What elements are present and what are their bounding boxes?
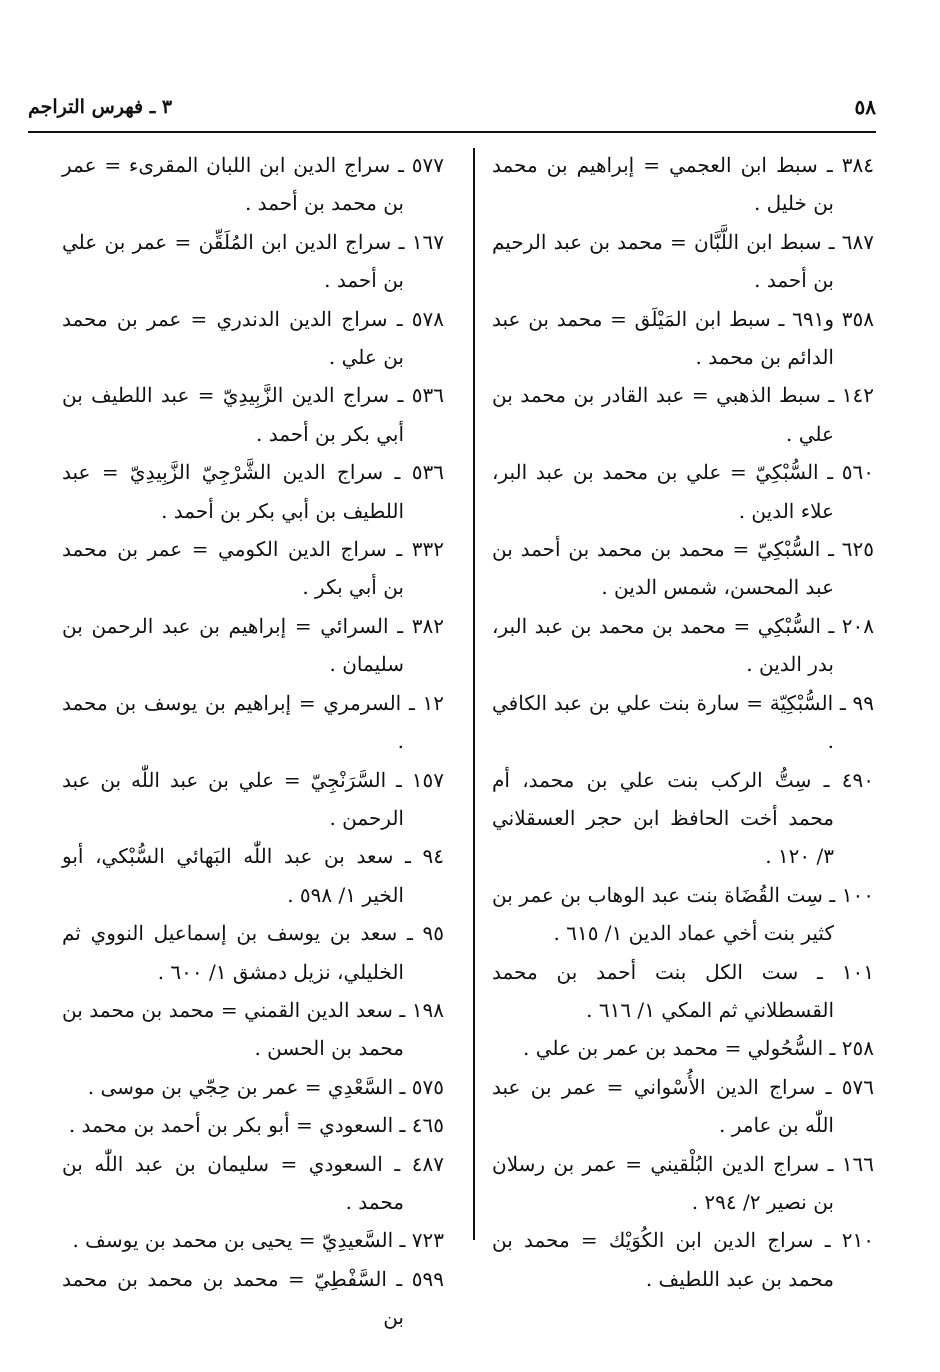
index-entry: ٤٩٠ ـ سِتُّ الركب بنت علي بن محمد، أم محمد أخت الحافظ ابن حجر العسقلاني ٣/ ١٢٠ . bbox=[492, 767, 874, 869]
index-entry: ١٠١ ـ ست الكل بنت أحمد بن محمد القسطلاني ثم المكي ١/ ٦١٦ . bbox=[492, 959, 874, 1022]
index-entry: ١٢ ـ السرمري = إبراهيم بن يوسف بن محمد . bbox=[62, 690, 444, 754]
index-entry: ٩٩ ـ السُّبْكِيّة = سارة بنت علي بن عبد الكافي . bbox=[492, 690, 874, 754]
index-entry: ١٦٦ ـ سراج الدين البُلْقيني = عمر بن رسلان بن نصير ٢/ ٢٩٤ . bbox=[492, 1151, 874, 1214]
page-number: ٥٨ bbox=[854, 95, 876, 119]
index-entry: ٥٦٠ ـ السُّبْكِيّ = علي بن محمد بن عبد البر، علاء الدين . bbox=[492, 460, 874, 523]
section-title: ٣ ـ فهرس التراجم bbox=[28, 96, 173, 118]
index-entry: ٣٥٨ و٦٩١ ـ سبط ابن المَيْلَق = محمد بن عبد الدائم بن محمد . bbox=[492, 306, 875, 370]
index-entry: ٤٦٥ ـ السعودي = أبو بكر بن أحمد بن محمد . bbox=[68, 1113, 444, 1138]
index-entry: ١٤٢ ـ سبط الذهبي = عبد القادر بن محمد بن علي . bbox=[492, 383, 874, 446]
index-entry: ٩٥ ـ سعد بن يوسف بن إسماعيل النووي ثم الخليلي، نزيل دمشق ١/ ٦٠٠ . bbox=[62, 921, 444, 984]
index-entry: ١٥٧ ـ السَّرَنْجِيّ = علي بن عبد اللّٰه بن عبد الرحمن . bbox=[62, 767, 444, 830]
index-entry: ٥٧٦ ـ سراج الدين الأُسْواني = عمر بن عبد اللّٰه بن عامر . bbox=[492, 1074, 874, 1138]
index-entry: ٥٣٦ ـ سراج الدين الشَّرْجِيّ الزَّبِيدِيّ = عبد اللطيف بن أبي بكر بن أحمد . bbox=[62, 460, 444, 523]
index-entry: ١٦٧ ـ سراج الدين ابن المُلَقِّن = عمر بن علي بن أحمد . bbox=[62, 229, 444, 293]
index-entry: ٥٧٧ ـ سراج الدين ابن اللبان المقرىء = عمر بن محمد بن أحمد . bbox=[62, 153, 444, 216]
index-entry: ٦٢٥ ـ السُّبْكِيّ = محمد بن محمد بن أحمد بن عبد المحسن، شمس الدين . bbox=[492, 537, 874, 600]
index-entry: ٥٧٨ ـ سراج الدين الدندري = عمر بن محمد بن علي . bbox=[62, 306, 444, 370]
index-entry: ٦٨٧ ـ سبط ابن اللَّبَّان = محمد بن عبد الرحيم بن أحمد . bbox=[492, 229, 874, 293]
left-column bbox=[62, 146, 444, 1337]
index-entry: ١٩٨ ـ سعد الدين القمني = محمد بن محمد بن محمد بن الحسن . bbox=[62, 997, 444, 1061]
index-entry: ٧٢٣ ـ السَّعيدِيّ = يحيى بن محمد بن يوسف . bbox=[72, 1228, 444, 1253]
index-entry: ٢٥٨ ـ السُّحُولي = محمد بن عمر بن علي . bbox=[523, 1036, 874, 1061]
index-entry: ٣٣٢ ـ سراج الدين الكومي = عمر بن محمد بن أبي بكر . bbox=[62, 537, 444, 600]
column-divider bbox=[473, 148, 475, 1240]
page-header bbox=[28, 88, 876, 126]
index-entry: ٣٨٤ ـ سبط ابن العجمي = إبراهيم بن محمد بن خليل . bbox=[492, 153, 874, 216]
right-column bbox=[492, 146, 874, 1298]
index-entry: ٥٩٩ ـ السَّفْطِيّ = محمد بن محمد بن محمد بن bbox=[62, 1266, 444, 1330]
index-entry: ٢٠٨ ـ السُّبْكِي = محمد بن محمد بن عبد البر، بدر الدين . bbox=[492, 613, 874, 677]
header-rule bbox=[28, 131, 876, 133]
index-entry: ٩٤ ـ سعد بن عبد اللّٰه البَهائي السُّبْكي، أبو الخير ١/ ٥٩٨ . bbox=[62, 844, 444, 907]
index-entry: ٢١٠ ـ سراج الدين ابن الكُوَيْك = محمد بن محمد بن عبد اللطيف . bbox=[492, 1228, 874, 1291]
index-entry: ٣٨٢ ـ السرائي = إبراهيم بن عبد الرحمن بن سليمان . bbox=[62, 613, 444, 677]
index-entry: ٥٧٥ ـ السَّعْدِي = عمر بن حِجّي بن موسى . bbox=[87, 1074, 444, 1099]
index-entry: ١٠٠ ـ سِت القُضَاة بنت عبد الوهاب بن عمر بن كثير بنت أخي عماد الدين ١/ ٦١٥ . bbox=[492, 882, 874, 946]
index-entry: ٥٣٦ ـ سراج الدين الزَّبِيدِيّ = عبد اللطيف بن أبي بكر بن أحمد . bbox=[62, 383, 444, 446]
index-entry: ٤٨٧ ـ السعودي = سليمان بن عبد اللّٰه بن محمد . bbox=[62, 1151, 444, 1214]
